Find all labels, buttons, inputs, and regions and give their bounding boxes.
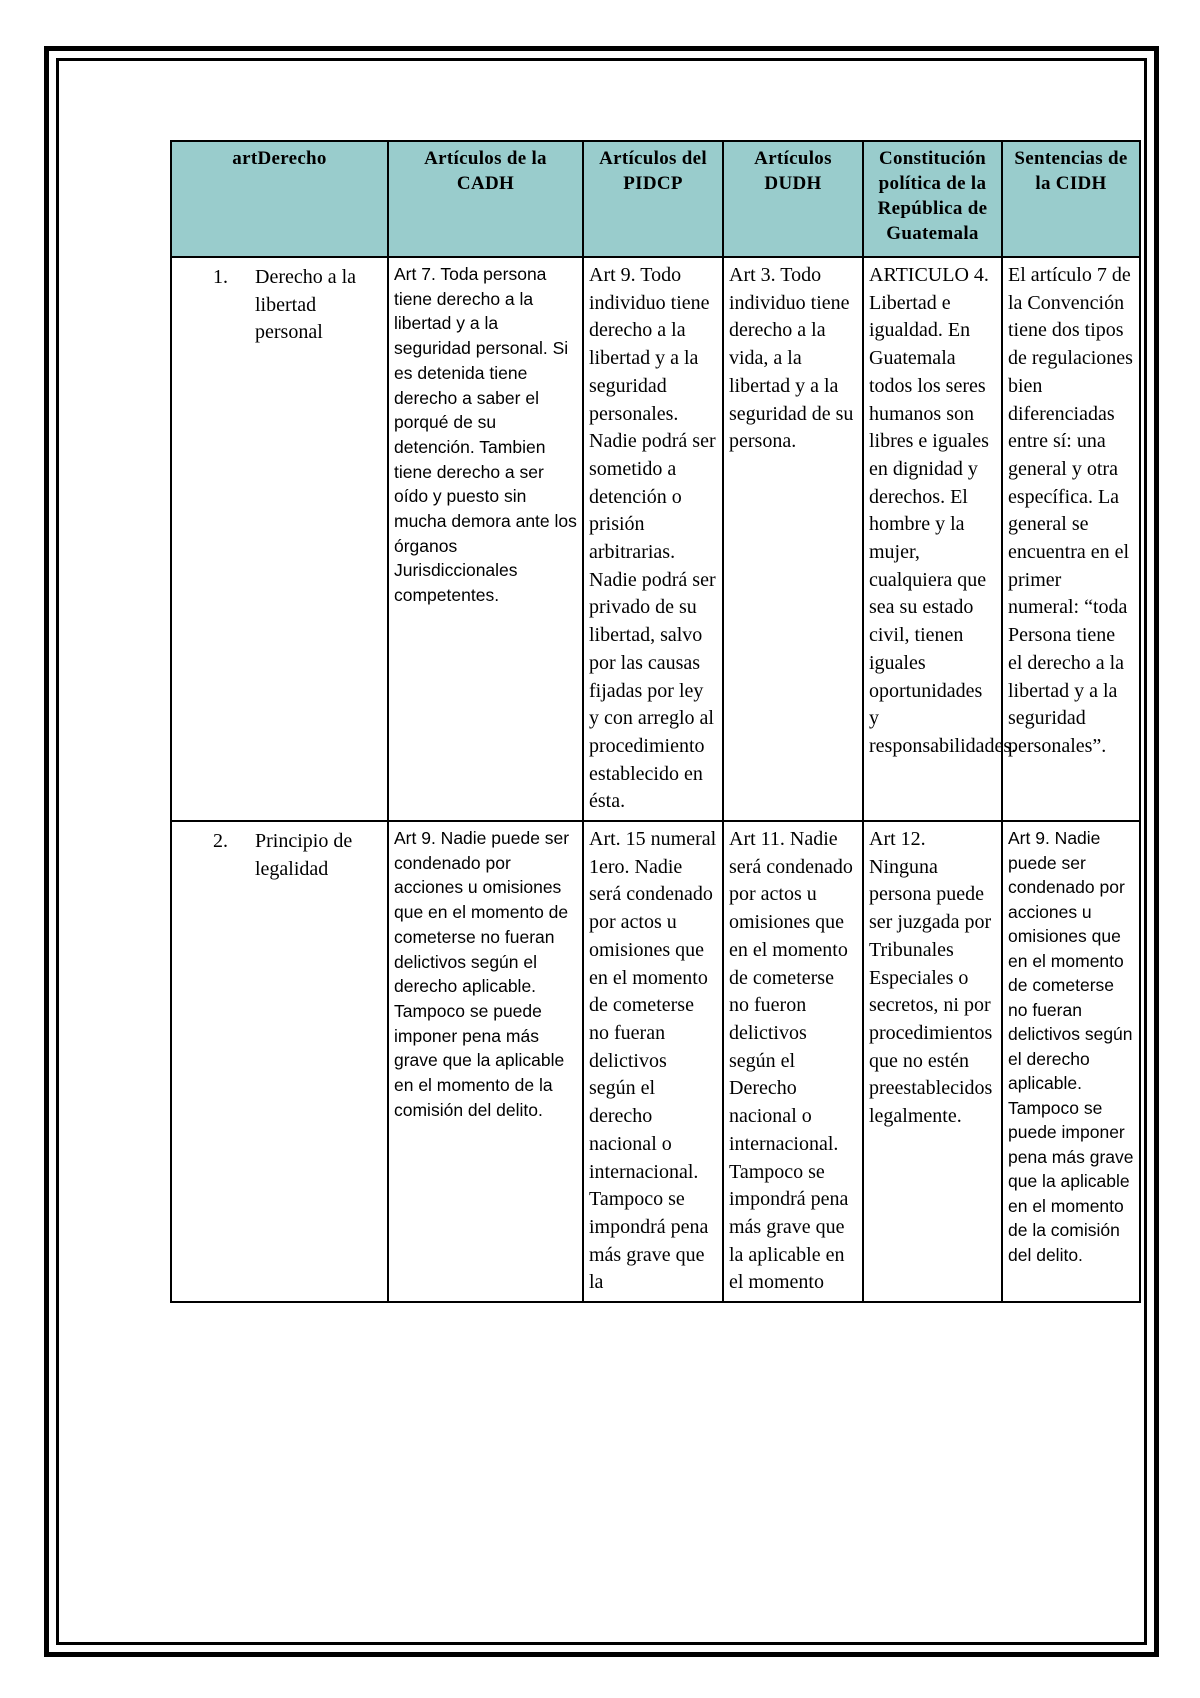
pidcp-cell: Art. 15 numeral 1ero. Nadie será condenado por actos u omisiones que en el momento de cometerse no fueran delictivos según el derecho nacional o internacional. Tampoco se impondrá pena más grave que la [583,821,723,1302]
dudh-cell: Art 3. Todo individuo tiene derecho a la vida, a la libertad y a la seguridad de su persona. [723,257,863,821]
header-pidcp: Artículos del PIDCP [583,141,723,257]
header-cidh: Sentencias de la CIDH [1002,141,1140,257]
header-cadh: Artículos de la CADH [388,141,583,257]
right-cell [171,257,388,821]
header-dudh: Artículos DUDH [723,141,863,257]
right-name: Derecho a la libertad personal [255,266,357,344]
row-number: 2. [213,830,228,853]
header-art-derecho: artDerecho [171,141,388,257]
cidh-cell: Art 9. Nadie puede ser condenado por acciones u omisiones que en el momento de cometerse no fueran delictivos según el derecho aplicable. Tampoco se puede imponer pena más grave que la aplicable en el momento de la comisión del delito. [1002,821,1140,1302]
pidcp-cell: Art 9. Todo individuo tiene derecho a la libertad y a la seguridad personales. Nadie podrá ser sometido a detención o prisión arbitrarias. Nadie podrá ser privado de su libertad, salvo por las causas fijadas por ley y con arreglo al procedimiento establecido en ésta. [583,257,723,821]
cadh-cell: Art 7. Toda persona tiene derecho a la libertad y a la seguridad personal. Si es detenida tiene derecho a saber el porqué de su detención. Tambien tiene derecho a ser oído y puesto sin mucha demora ante los órganos Jurisdiccionales competentes. [388,257,583,821]
right-name: Principio de legalidad [255,830,353,880]
cadh-cell: Art 9. Nadie puede ser condenado por acciones u omisiones que en el momento de cometerse no fueran delictivos según el derecho aplicable. Tampoco se puede imponer pena más grave que la aplicable en el momento de la comisión del delito. [388,821,583,1302]
constitucion-cell: Art 12. Ninguna persona puede ser juzgada por Tribunales Especiales o secretos, ni por procedimientos que no estén preestablecidos legalmente. [863,821,1002,1302]
table-row [171,821,1140,1302]
rights-comparison-table [170,140,1141,1303]
header-row [171,141,1140,257]
dudh-cell: Art 11. Nadie será condenado por actos u omisiones que en el momento de cometerse no fueron delictivos según el Derecho nacional o internacional. Tampoco se impondrá pena más grave que la aplicable en el momento [723,821,863,1302]
row-number: 1. [213,266,228,288]
right-cell [171,821,388,1302]
constitucion-cell: ARTICULO 4. Libertad e igualdad. En Guatemala todos los seres humanos son libres e iguales en dignidad y derechos. El hombre y la mujer, cualquiera que sea su estado civil, tienen iguales oportunidades y responsabilidades. [863,257,1002,821]
cidh-cell: El artículo 7 de la Convención tiene dos tipos de regulaciones bien diferenciadas entre sí: una general y otra específica. La general se encuentra en el primer numeral: “toda Persona tiene el derecho a la libertad y a la seguridad personales”. [1002,257,1140,821]
header-constitucion: Constitución política de la República de Guatemala [863,141,1002,257]
table-row [171,257,1140,821]
